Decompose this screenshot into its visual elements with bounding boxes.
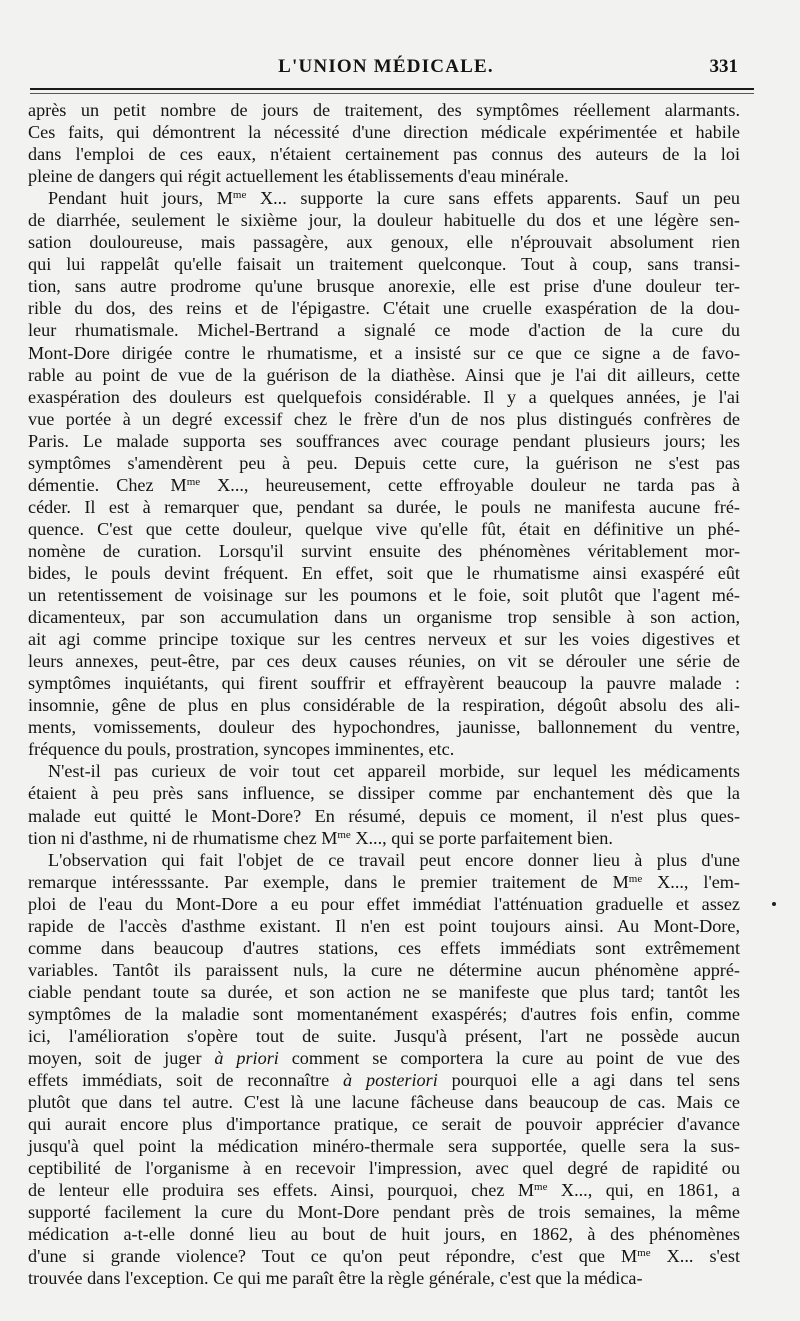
text-line: d'une si grande violence? Tout ce qu'on peut répondre, c'est que $M^{me}$ X... s'est (28, 1246, 740, 1267)
text-line: jusqu'à quel point la médication minéro-thermale sera supportée, quelle sera la sus- (28, 1136, 740, 1157)
text-line: étaient à peu près sans influence, se dissiper comme par enchantement dès que la (28, 783, 740, 804)
text-line: exaspération des douleurs est quelquefois considérable. Il y a quelques années, je l'ai (28, 386, 740, 407)
text-line: insomnie, gêne de plus en plus considérable de la respiration, dégoût absolu des ali- (28, 695, 740, 716)
text-line: L'observation qui fait l'objet de ce travail peut encore donner lieu à plus d'une (48, 849, 740, 870)
paragraph (28, 760, 740, 848)
text-line: moyen, soit de juger à priori comment se comportera la cure au point de vue des (28, 1048, 740, 1069)
text-line: qui lui rappelât qu'elle faisait un traitement quelconque. Tout à coup, sans transi- (28, 254, 740, 275)
text-line: pleine de dangers qui régit actuellement les établissements d'eau minérale. (28, 166, 569, 187)
text-line: tion, sans autre prodrome qu'une brusque anorexie, elle est prise d'une douleur ter- (28, 276, 740, 297)
paragraph (28, 849, 740, 1290)
running-header (30, 54, 742, 84)
text-line: Mont-Dore dirigée contre le rhumatisme, et a insisté sur ce que ce signe a de favo- (28, 342, 740, 363)
text-line: qui aurait encore plus d'importance pratique, ce serait de pouvoir apprécier d'avance (28, 1114, 740, 1135)
text-line: rible du dos, des reins et de l'épigastre. C'était une cruelle exaspération de la dou- (28, 298, 740, 319)
text-line: ceptibilité de l'organisme à en recevoir l'impression, avec quel degré de rapidité ou (28, 1158, 740, 1179)
text-line: supporté facilement la cure du Mont-Dore pendant près de trois semaines, la même (28, 1202, 740, 1223)
text-line: dicamenteux, par son accumulation dans un organisme trop sensible à son action, (28, 607, 740, 628)
text-line: variables. Tantôt ils paraissent nuls, la cure ne détermine aucun phénomène appré- (28, 959, 740, 980)
text-line: dans l'emploi de ces eaux, n'étaient certainement pas connus des auteurs de la loi (28, 144, 740, 165)
text-line: vue portée à un degré excessif chez le frère d'un de nos plus distingués confrères de (28, 408, 740, 429)
text-line: de lenteur elle produira ses effets. Ainsi, pourquoi, chez $M^{me}$ X..., qui, en 1861, a (28, 1180, 740, 1201)
header-rule-thick (30, 88, 754, 90)
text-line: Ces faits, qui démontrent la nécessité d'une direction médicale expérimentée et habile (28, 122, 740, 143)
paragraph (28, 99, 740, 187)
text-line: remarque intéresssante. Par exemple, dans le premier traitement de $M^{me}$ X..., l'em- (28, 871, 740, 892)
text-line: N'est-il pas curieux de voir tout cet appareil morbide, sur lequel les médicaments (48, 761, 740, 782)
text-line: démentie. Chez $M^{me}$ X..., heureusement, cette effroyable douleur ne tarda pas à (28, 474, 740, 495)
paragraph (28, 187, 740, 760)
text-line: ploi de l'eau du Mont-Dore a eu pour effet immédiat l'atténuation graduelle et assez (28, 893, 740, 914)
text-line: après un petit nombre de jours de traitement, des symptômes réellement alarmants. (28, 100, 740, 120)
text-line: Paris. Le malade supporta ses souffrances avec courage pendant plusieurs jours; les (28, 430, 740, 451)
text-line: quence. C'est que cette douleur, quelque vive qu'elle fût, était en définitive un phé- (28, 518, 740, 539)
text-line: ciable pendant toute sa durée, et son action ne se manifeste que plus tard; tantôt les (28, 981, 740, 1002)
text-line: bides, le pouls devint fréquent. En effet, soit que le rhumatisme ainsi exaspéré eût (28, 562, 740, 583)
text-line: ici, l'amélioration s'opère tout de suite. Jusqu'à présent, l'art ne possède aucun (28, 1025, 740, 1046)
text-line: sation douloureuse, mais passagère, aux genoux, elle n'éprouvait absolument rien (28, 232, 740, 253)
text-line: malade eut quitté le Mont-Dore? En résumé, depuis ce moment, il n'est plus ques- (28, 805, 740, 826)
running-title: L'UNION MÉDICALE. (278, 56, 494, 77)
text-line: trouvée dans l'exception. Ce qui me paraît être la règle générale, c'est que la médica- (28, 1268, 643, 1289)
margin-speck (772, 902, 776, 906)
text-line: comme dans beaucoup d'autres stations, ces effets immédiats sont extrêmement (28, 937, 740, 958)
text-line: ments, vomissements, douleur des hypochondres, jaunisse, ballonnement du ventre, (28, 717, 740, 738)
text-line: fréquence du pouls, prostration, syncopes imminentes, etc. (28, 739, 455, 760)
text-line: symptômes inquiétants, qui firent souffrir et effrayèrent beaucoup la pauvre malade : (28, 673, 740, 694)
text-line: leur rhumatismale. Michel-Bertrand a signalé ce mode d'action de la cure du (28, 320, 740, 341)
text-line: leurs annexes, peut-être, par ces deux causes réunies, on vit se dérouler une série de (28, 651, 740, 672)
text-line: symptômes s'amendèrent peu à peu. Depuis cette cure, la guérison ne s'est pas (28, 452, 740, 473)
page-number: 331 (709, 56, 738, 77)
text-line: de diarrhée, seulement le sixième jour, la douleur habituelle du dos et une légère sen- (28, 210, 740, 231)
text-line: tion ni d'asthme, ni de rhumatisme chez $M^{me}$ X..., qui se porte parfaitement bien. (28, 827, 613, 848)
text-line: un retentissement de voisinage sur les poumons et le foie, soit plutôt que l'agent mé- (28, 585, 740, 606)
text-line: rable au point de vue de la guérison de la diathèse. Ainsi que je l'ai dit ailleurs, cette (28, 364, 740, 385)
header-rule-thin (30, 93, 754, 94)
text-line: effets immédiats, soit de reconnaître à posteriori pourquoi elle a agi dans tel sens (28, 1070, 740, 1091)
text-line: rapide de l'accès d'asthme existant. Il n'en est point toujours ainsi. Au Mont-Dore, (28, 915, 740, 936)
text-line: ait agi comme principe toxique sur les centres nerveux et sur les voies digestives et (28, 629, 740, 650)
text-line: médication a-t-elle donné lieu au bout de huit jours, en 1862, à des phénomènes (28, 1224, 740, 1245)
text-line: nomène de curation. Lorsqu'il survint ensuite des phénomènes véritablement mor- (28, 540, 740, 561)
text-line: céder. Il est à remarquer que, pendant sa durée, le pouls ne manifesta aucune fré- (28, 496, 740, 517)
text-line: symptômes de la maladie sont momentanément exaspérés; d'autres fois enfin, comme (28, 1003, 740, 1024)
text-line: plutôt que dans tel autre. C'est là une lacune fâcheuse dans beaucoup de cas. Mais ce (28, 1092, 740, 1113)
body-text (28, 99, 740, 1290)
text-line: Pendant huit jours, $M^{me}$ X... supporte la cure sans effets apparents. Sauf un peu (48, 188, 740, 209)
